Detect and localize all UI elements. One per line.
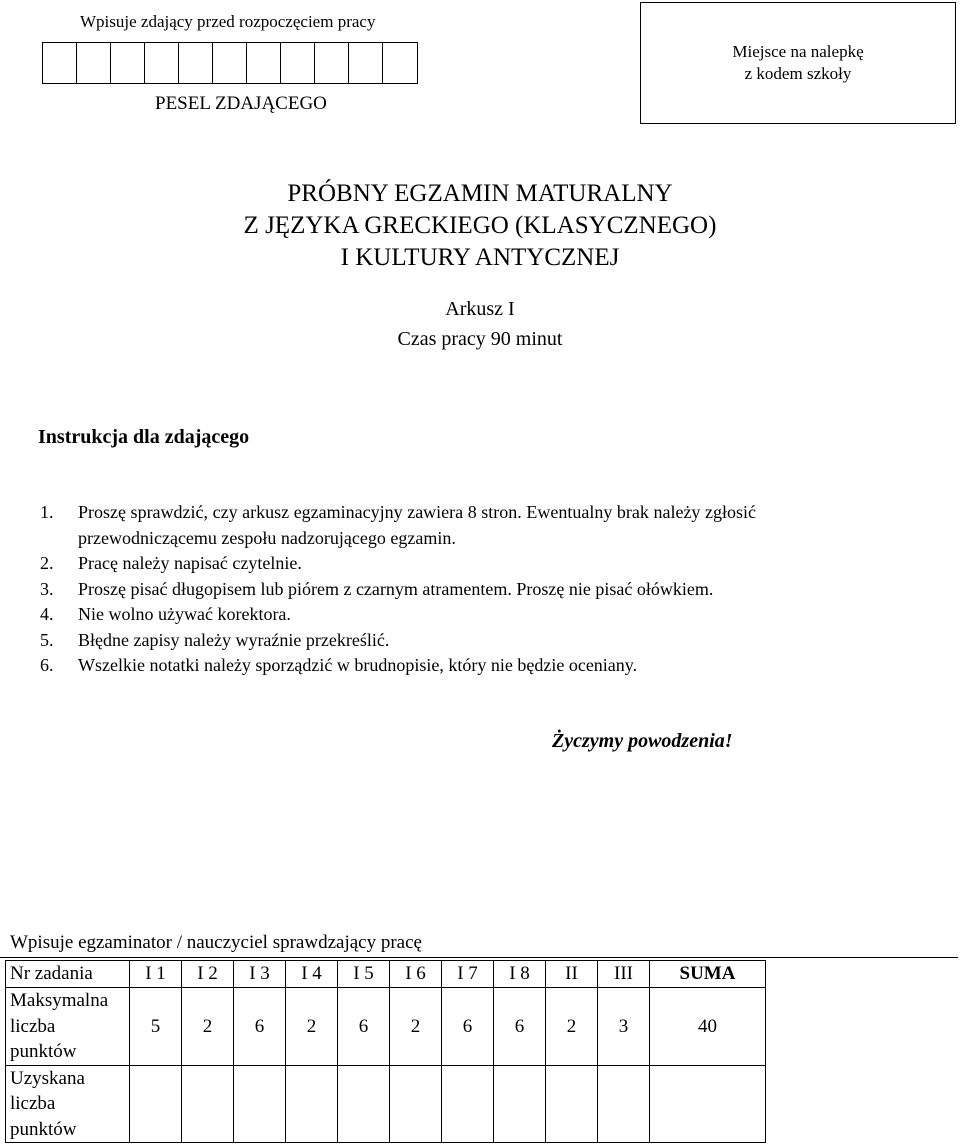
table-header-cell: I 2	[182, 961, 234, 988]
instruction-text: Proszę pisać długopisem lub piórem z czarnym atramentem. Proszę nie pisać ołówkiem.	[78, 578, 714, 599]
exam-title-line3: I KULTURY ANTYCZNEJ	[340, 244, 620, 271]
pesel-digit-box[interactable]	[247, 43, 281, 83]
exam-title-line2: Z JĘZYKA GRECKIEGO (KLASYCZNEGO)	[243, 212, 717, 239]
table-header-cell: I 7	[442, 961, 494, 988]
obtained-points-cell[interactable]	[390, 1065, 442, 1143]
table-header-cell: I 6	[390, 961, 442, 988]
obtained-points-cell[interactable]	[442, 1065, 494, 1143]
pesel-digit-box[interactable]	[315, 43, 349, 83]
instruction-item	[40, 500, 756, 551]
pesel-digit-box[interactable]	[145, 43, 179, 83]
max-points-cell: 6	[494, 988, 546, 1066]
pesel-digit-box[interactable]	[43, 43, 77, 83]
table-header-cell: I 8	[494, 961, 546, 988]
exam-subtitle	[0, 294, 960, 354]
instruction-item	[40, 602, 756, 628]
row-label-line: liczba	[10, 1093, 56, 1114]
time-label: Czas pracy 90 minut	[397, 328, 563, 350]
sticker-label-line1: Miejsce na nalepkę	[732, 42, 864, 61]
obtained-points-row	[6, 1065, 766, 1143]
max-points-cell: 2	[286, 988, 338, 1066]
sheet-label: Arkusz I	[445, 298, 515, 320]
obtained-points-cell[interactable]	[286, 1065, 338, 1143]
good-luck-message: Życzymy powodzenia!	[552, 730, 733, 752]
sticker-label-line2: z kodem szkoły	[744, 64, 852, 83]
examiner-caption: Wpisuje egzaminator / nauczyciel sprawdzający pracę	[10, 932, 422, 953]
exam-title-line1: PRÓBNY EGZAMIN MATURALNY	[287, 180, 673, 207]
obtained-points-cell[interactable]	[338, 1065, 390, 1143]
exam-title	[0, 178, 960, 274]
row-label-line: liczba	[10, 1015, 56, 1037]
instruction-item	[40, 551, 756, 577]
max-points-cell: 2	[546, 988, 598, 1066]
instruction-text: Wszelkie notatki należy sporządzić w brudnopisie, który nie będzie oceniany.	[78, 655, 638, 675]
instruction-item	[40, 653, 756, 679]
table-header-cell: I 4	[286, 961, 338, 988]
pesel-input-boxes[interactable]	[42, 42, 418, 84]
obtained-points-cell[interactable]	[494, 1065, 546, 1143]
pesel-digit-box[interactable]	[349, 43, 383, 83]
pesel-digit-box[interactable]	[77, 43, 111, 83]
max-points-cell: 6	[234, 988, 286, 1066]
obtained-points-cell[interactable]	[546, 1065, 598, 1143]
obtained-points-cell[interactable]	[130, 1065, 182, 1143]
obtained-points-cell[interactable]	[182, 1065, 234, 1143]
obtained-points-cell[interactable]	[234, 1065, 286, 1143]
instruction-item	[40, 577, 756, 603]
instructions-heading: Instrukcja dla zdającego	[38, 426, 250, 448]
instruction-number: 4.	[40, 604, 54, 624]
obtained-points-cell[interactable]	[598, 1065, 650, 1143]
max-points-total-cell: 40	[650, 988, 766, 1066]
table-header-cell: III	[598, 961, 650, 988]
pesel-digit-box[interactable]	[179, 43, 213, 83]
pesel-digit-box[interactable]	[281, 43, 315, 83]
instruction-text: Pracę należy napisać czytelnie.	[78, 553, 302, 573]
table-header-cell: Nr zadania	[6, 961, 130, 988]
instruction-number: 2.	[40, 553, 54, 573]
instruction-item	[40, 628, 756, 654]
pesel-caption: Wpisuje zdający przed rozpoczęciem pracy	[80, 12, 376, 31]
instruction-text: Błędne zapisy należy wyraźnie przekreślić.	[78, 629, 390, 650]
table-header-cell: I 1	[130, 961, 182, 988]
instruction-text: Proszę sprawdzić, czy arkusz egzaminacyjny zawiera 8 stron. Ewentualny brak należy zgłosić przewodniczącemu zespołu nadzorującego egzamin.	[78, 502, 756, 548]
row-label-line: punktów	[10, 1041, 77, 1062]
instruction-text: Nie wolno używać korektora.	[78, 604, 291, 624]
table-header-cell: I 5	[338, 961, 390, 988]
max-points-row	[6, 988, 766, 1066]
school-code-sticker-box	[640, 2, 956, 124]
instructions-list	[40, 500, 756, 679]
row-label-line: punktów	[10, 1118, 77, 1140]
row-label-cell	[6, 1065, 130, 1143]
max-points-cell: 2	[390, 988, 442, 1066]
pesel-digit-box[interactable]	[111, 43, 145, 83]
row-label-line: Maksymalna	[10, 990, 109, 1011]
row-label-cell	[6, 988, 130, 1066]
pesel-label: PESEL ZDAJĄCEGO	[155, 93, 327, 114]
max-points-cell: 6	[338, 988, 390, 1066]
max-points-cell: 3	[598, 988, 650, 1066]
max-points-cell: 2	[182, 988, 234, 1066]
examiner-divider	[0, 957, 958, 958]
instruction-number: 1.	[40, 502, 54, 522]
row-label-line: Uzyskana	[10, 1067, 85, 1089]
instruction-number: 3.	[40, 578, 54, 599]
table-header-row	[6, 961, 766, 988]
obtained-points-total-cell[interactable]	[650, 1065, 766, 1143]
pesel-digit-box[interactable]	[383, 43, 417, 83]
table-header-cell: I 3	[234, 961, 286, 988]
score-table	[5, 960, 766, 1143]
table-header-cell: II	[546, 961, 598, 988]
max-points-cell: 5	[130, 988, 182, 1066]
max-points-cell: 6	[442, 988, 494, 1066]
pesel-digit-box[interactable]	[213, 43, 247, 83]
table-header-cell: SUMA	[650, 961, 766, 988]
instruction-number: 5.	[40, 629, 54, 650]
instruction-number: 6.	[40, 655, 54, 675]
